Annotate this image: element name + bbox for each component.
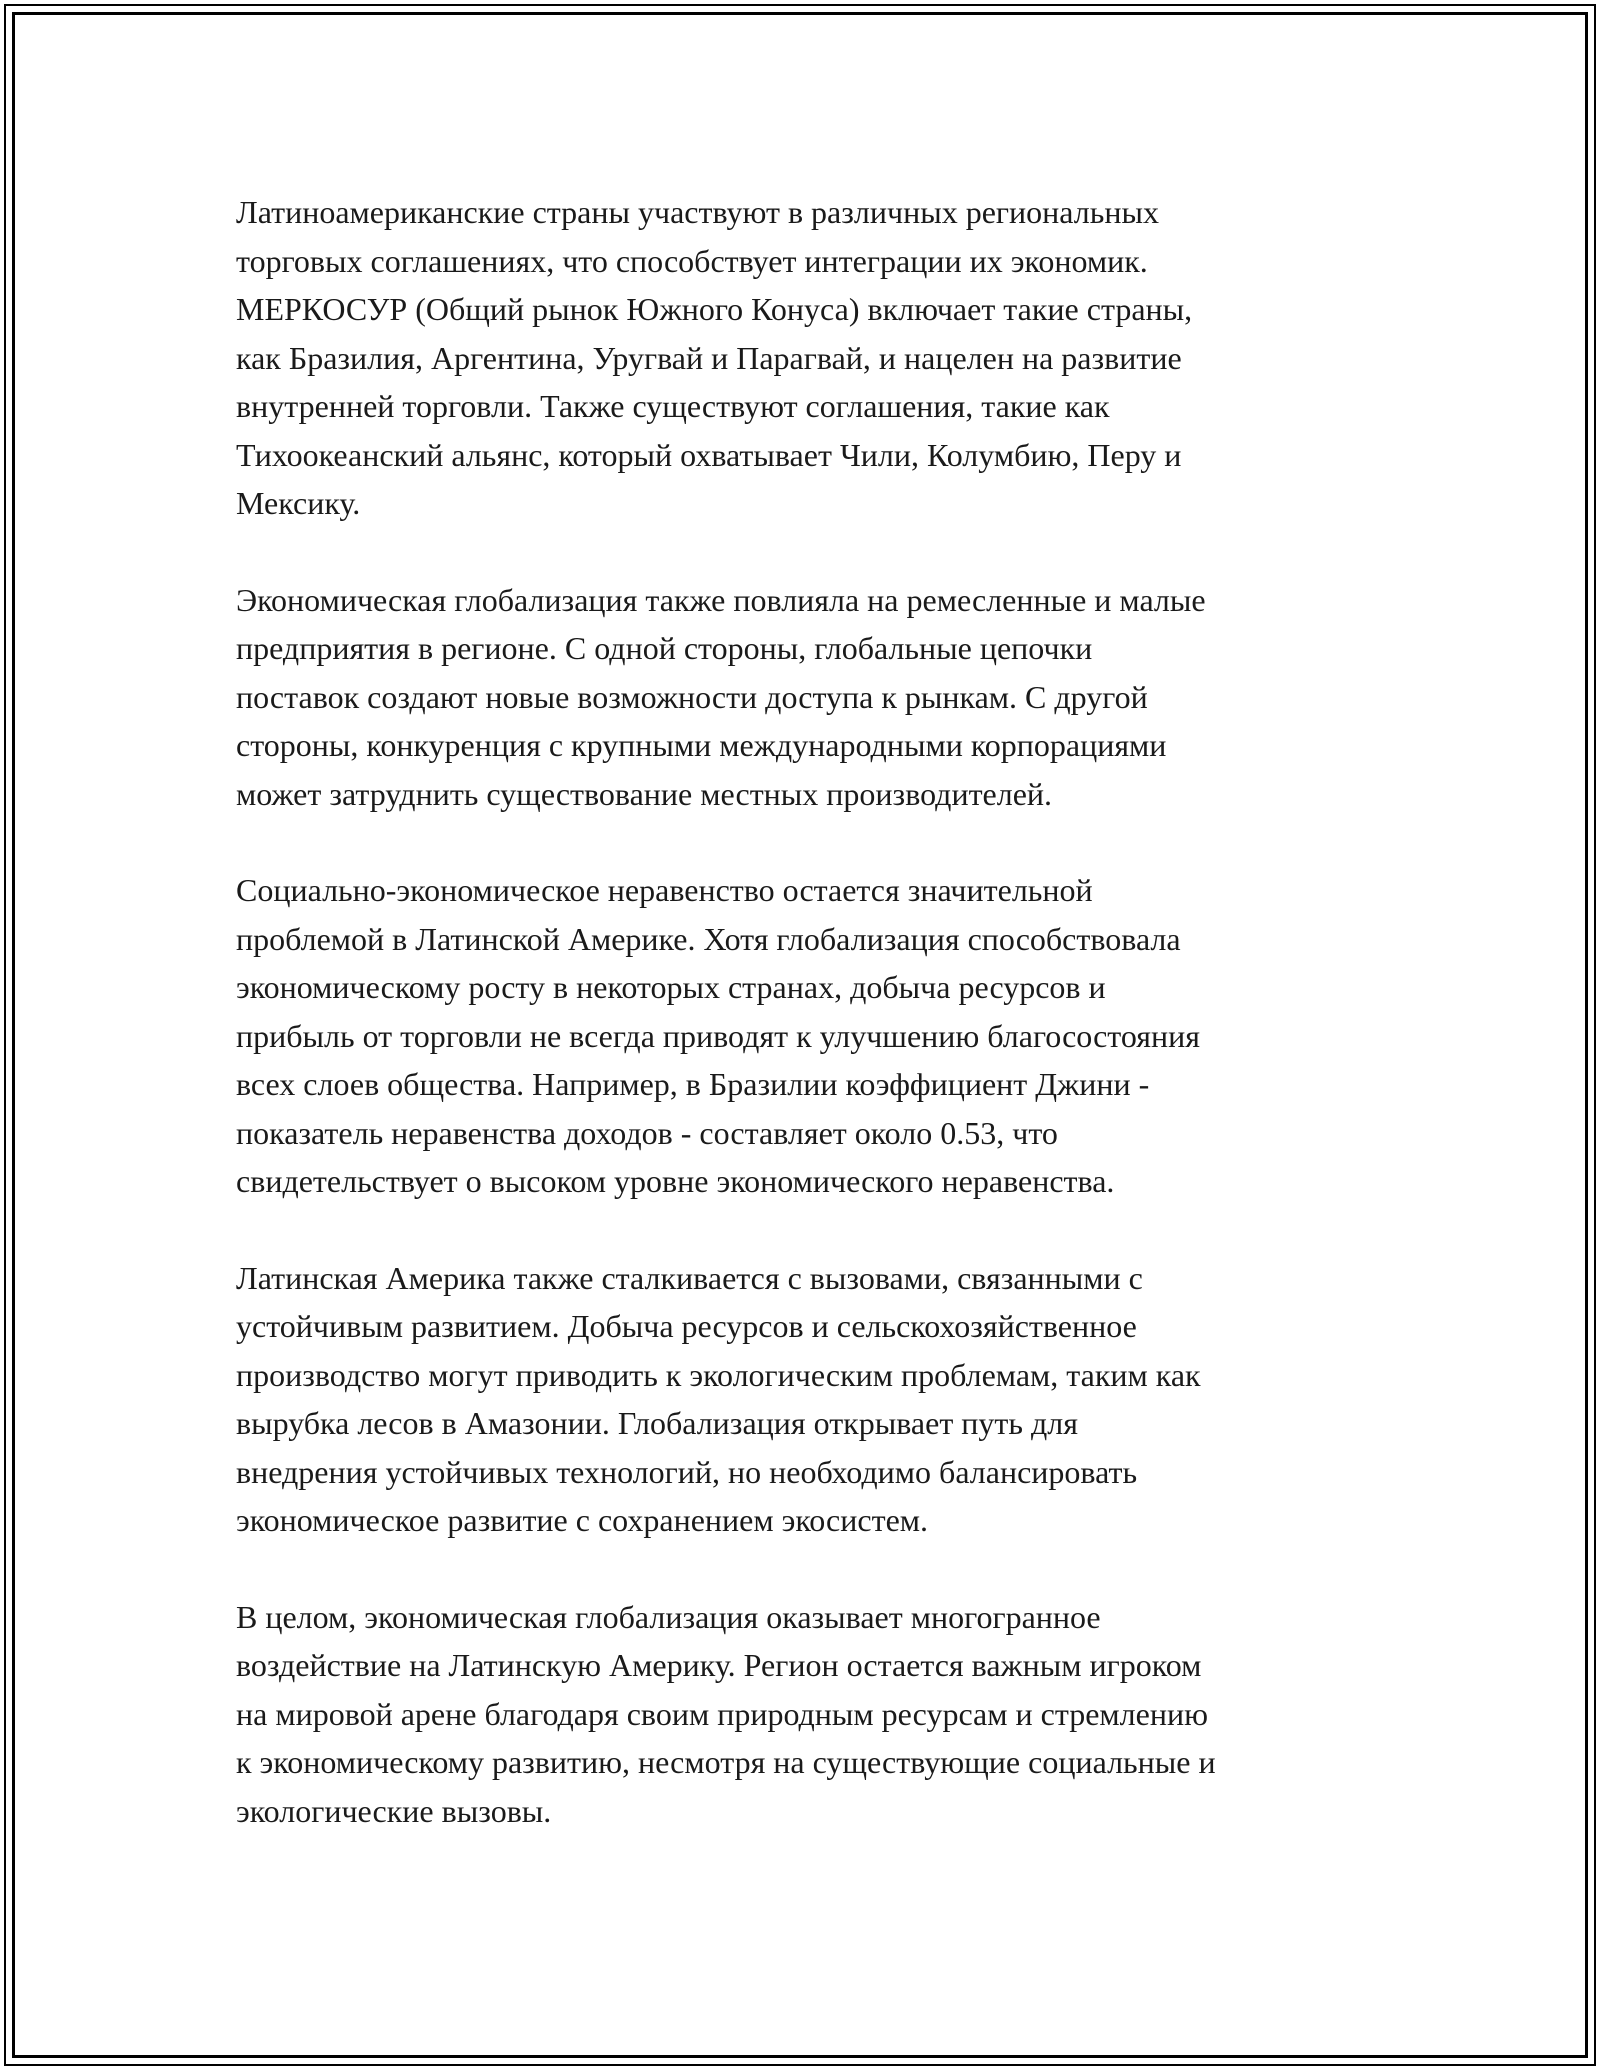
paragraph-inequality: Социально-экономическое неравенство остается значительной проблемой в Латинской Америке. Хотя глобализация способствовала экономическому росту в некоторых странах, добыча ресурсов и прибыль от торговли не всегда приводят к улучшению благосостояния всех слоев общества. Например, в Бразилии коэффициент Джини - показатель неравенства доходов - составляет около 0.53, что свидетельствует о высоком уровне экономического неравенства. bbox=[236, 872, 1200, 1199]
paragraph-small-business: Экономическая глобализация также повлияла на ремесленные и малые предприятия в регионе. С одной стороны, глобальные цепочки поставок создают новые возможности доступа к рынкам. С другой стороны, конкуренция с крупными международными корпорациями может затруднить существование местных производителей. bbox=[236, 581, 1206, 812]
document-body bbox=[236, 188, 1396, 1883]
paragraph-trade-agreements: Латиноамериканские страны участвуют в различных региональных торговых соглашениях, что способствует интеграции их экономик. МЕРКОСУР (Общий рынок Южного Конуса) включает такие страны, как Бразилия, Аргентина, Уругвай и Парагвай, и нацелен на развитие внутренней торговли. Также существуют соглашения, такие как Тихоокеанский альянс, который охватывает Чили, Колумбию, Перу и Мексику. bbox=[236, 194, 1193, 521]
paragraph-sustainability: Латинская Америка также сталкивается с вызовами, связанными с устойчивым развитием. Добыча ресурсов и сельскохозяйственное производство могут приводить к экологическим проблемам, таким как вырубка лесов в Амазонии. Глобализация открывает путь для внедрения устойчивых технологий, но необходимо балансировать экономическое развитие с сохранением экосистем. bbox=[236, 1259, 1201, 1538]
paragraph-conclusion: В целом, экономическая глобализация оказывает многогранное воздействие на Латинскую Америку. Регион остается важным игроком на мировой арене благодаря своим природным ресурсам и стремлению к экономическому развитию, несмотря на существующие социальные и экологические вызовы. bbox=[236, 1598, 1216, 1829]
